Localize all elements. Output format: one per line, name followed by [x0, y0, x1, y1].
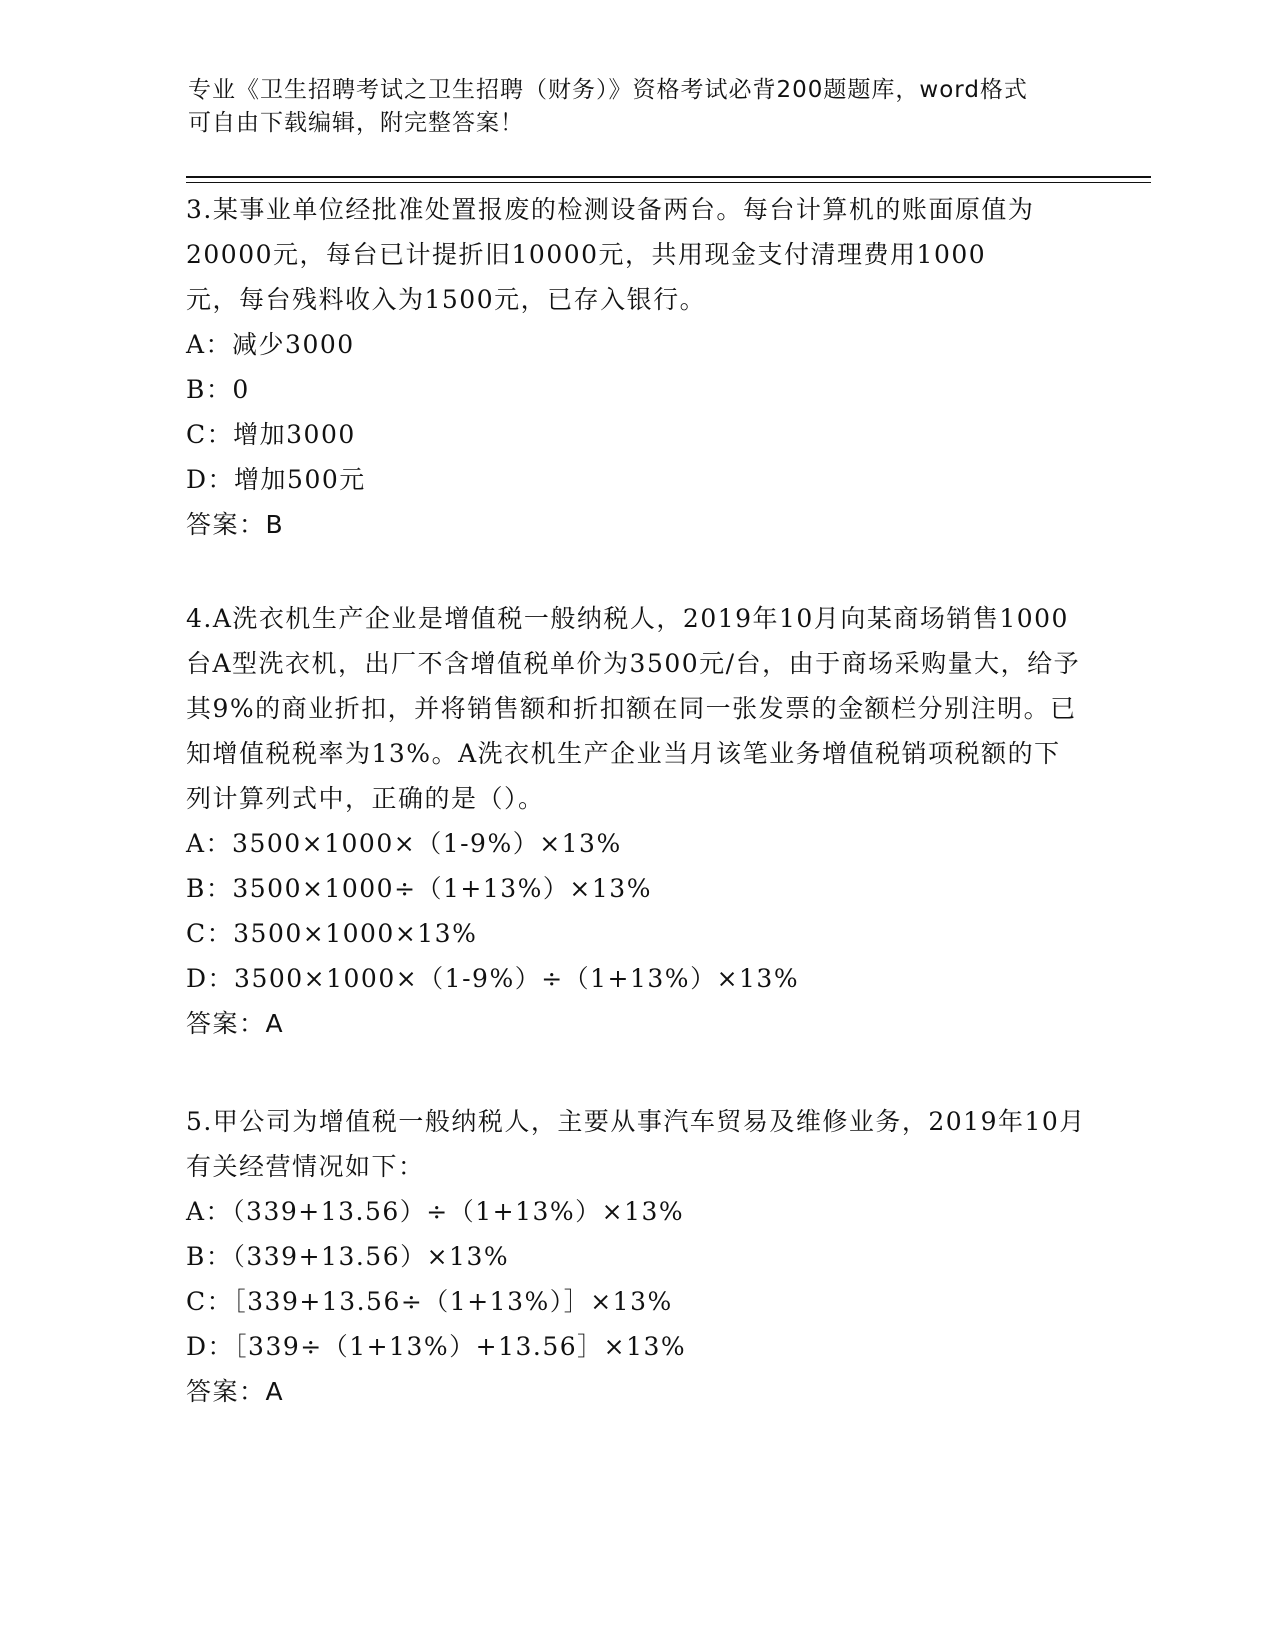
option-a: A：3500×1000×（1-9%）×13% [186, 829, 622, 858]
option-c: C：［339+13.56÷（1+13%）］×13% [186, 1287, 673, 1316]
answer: 答案：A [186, 1377, 285, 1406]
option-d: D：3500×1000×（1-9%）÷（1+13%）×13% [186, 964, 800, 993]
option-a: A：（339+13.56）÷（1+13%）×13% [186, 1197, 685, 1226]
question-5 [186, 1099, 1086, 1414]
answer: 答案：B [186, 510, 285, 539]
option-b: B：3500×1000÷（1+13%）×13% [186, 874, 652, 903]
header-divider-thin [186, 182, 1151, 183]
question-stem: 3.某事业单位经批准处置报废的检测设备两台。每台计算机的账面原值为20000元，每台已计提折旧10000元，共用现金支付清理费用1000元，每台残料收入为1500元，已存入银行。 [186, 195, 1035, 314]
header-line-2: 可自由下载编辑，附完整答案！ [188, 110, 524, 136]
header-divider-thick [186, 176, 1151, 178]
option-a: A：减少3000 [186, 330, 355, 359]
option-c: C：增加3000 [186, 420, 356, 449]
option-b: B：0 [186, 375, 250, 404]
question-stem: 4.A洗衣机生产企业是增值税一般纳税人，2019年10月向某商场销售1000台A型洗衣机，出厂不含增值税单价为3500元/台，由于商场采购量大，给予其9%的商业折扣，并将销售额和折扣额在同一张发票的金额栏分别注明。已知增值税税率为13%。A洗衣机生产企业当月该笔业务增值税销项税额的下列计算列式中，正确的是（）。 [186, 604, 1081, 813]
question-3 [186, 187, 1086, 547]
option-d: D：［339÷（1+13%）+13.56］×13% [186, 1332, 687, 1361]
page-header [188, 74, 1088, 140]
question-stem: 5.甲公司为增值税一般纳税人，主要从事汽车贸易及维修业务，2019年10月有关经营情况如下： [186, 1107, 1086, 1181]
option-c: C：3500×1000×13% [186, 919, 478, 948]
option-d: D：增加500元 [186, 465, 366, 494]
answer: 答案：A [186, 1009, 285, 1038]
option-b: B：（339+13.56）×13% [186, 1242, 510, 1271]
question-4 [186, 596, 1086, 1046]
header-line-1: 专业《卫生招聘考试之卫生招聘（财务）》资格考试必背200题题库，word格式 [188, 77, 1028, 103]
